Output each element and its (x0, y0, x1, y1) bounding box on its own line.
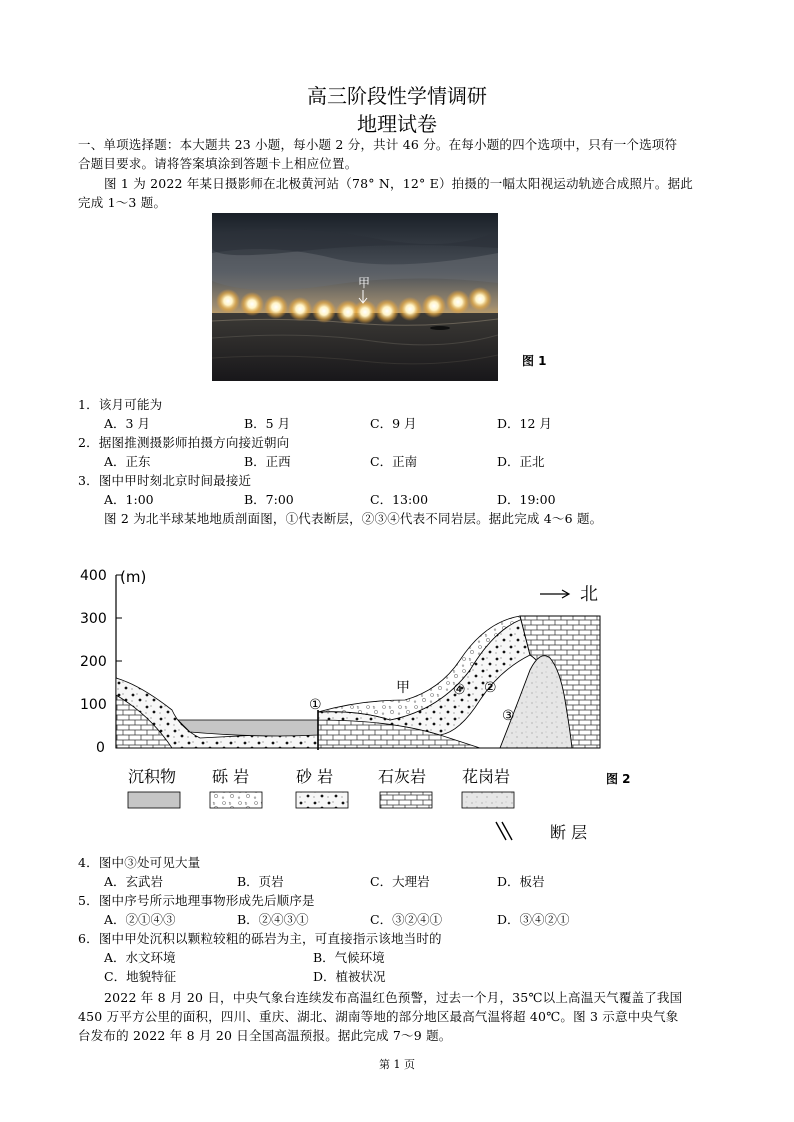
question-1-stem: 1．该月可能为 (78, 397, 163, 412)
marker-2: ② (484, 680, 497, 696)
question-6-option-d: D．植被状况 (313, 969, 386, 984)
question-4-option-d: D．板岩 (497, 874, 545, 889)
legend-swatch-fault (496, 822, 512, 840)
question-2-stem: 2．据图推测摄影师拍摄方向接近朝向 (78, 435, 290, 450)
y-tick-200: 200 (80, 654, 107, 670)
question-2-option-d: D．正北 (497, 454, 545, 469)
y-tick-400: 400 (80, 568, 107, 584)
page-number: 第 1 页 (379, 1058, 415, 1071)
y-tick-100: 100 (80, 697, 107, 713)
question-3-option-c: C．13:00 (370, 492, 429, 507)
intro1-line1: 图 1 为 2022 年某日摄影师在北极黄河站（78° N，12° E）拍摄的一幅太阳视运动轨迹合成照片。据此 (104, 176, 693, 191)
legend-label-conglomerate: 砾 岩 (212, 767, 250, 786)
question-5-stem: 5．图中序号所示地理事物形成先后顺序是 (78, 893, 315, 908)
question-3-option-d: D．19:00 (497, 492, 556, 507)
question-4-option-c: C．大理岩 (370, 874, 430, 889)
question-1-option-c: C．9 月 (370, 416, 417, 431)
legend-label-sandstone: 砂 岩 (296, 767, 334, 786)
marker-1: ① (309, 697, 322, 713)
question-1-option-a: A．3 月 (104, 416, 150, 431)
intro3-line2: 450 万平方公里的面积，四川、重庆、湖北、湖南等地的部分地区最高气温将超 40℃。图 3 示意中央气象 (78, 1009, 679, 1024)
marker-3: ③ (502, 708, 515, 724)
legend-swatch-sandstone (296, 792, 348, 808)
question-5-option-c: C．③②④① (370, 912, 443, 927)
question-6-option-b: B．气候环境 (313, 950, 385, 965)
question-6-option-a: A．水文环境 (104, 950, 176, 965)
intro3-line3: 台发布的 2022 年 8 月 20 日全国高温预报。据此完成 7～9 题。 (78, 1028, 452, 1043)
marker-jia: 甲 (396, 680, 410, 696)
legend-swatch-sediment (128, 792, 180, 808)
question-5-option-d: D．③④②① (497, 912, 570, 927)
legend-label-granite: 花岗岩 (462, 767, 511, 786)
question-1-option-b: B．5 月 (244, 416, 291, 431)
question-3-option-b: B．7:00 (244, 492, 294, 507)
intro1-line2: 完成 1～3 题。 (78, 195, 167, 210)
question-2-option-c: C．正南 (370, 454, 418, 469)
question-4-option-a: A．玄武岩 (104, 874, 164, 889)
marker-4: ④ (453, 682, 466, 698)
intro3-line1: 2022 年 8 月 20 日，中央气象台连续发布高温红色预警，过去一个月，35℃以上高温天气覆盖了我国 (104, 990, 683, 1005)
legend-label-fault: 断 层 (550, 823, 588, 842)
question-3-option-a: A．1:00 (104, 492, 154, 507)
y-axis-unit: (m) (120, 568, 147, 586)
question-5-option-a: A．②①④③ (104, 912, 176, 927)
page-title: 高三阶段性学情调研 (307, 84, 487, 108)
north-label: 北 (580, 584, 598, 605)
figure2-label: 图 2 (606, 772, 631, 786)
figure1-photo (212, 213, 498, 381)
legend-swatch-limestone (380, 792, 432, 808)
legend-swatch-conglomerate (210, 792, 262, 808)
legend-swatch-granite (462, 792, 514, 808)
legend-label-limestone: 石灰岩 (378, 767, 427, 786)
figure1-marker-jia: 甲 (358, 276, 371, 290)
question-6-option-c: C．地貌特征 (104, 969, 177, 984)
section-instruction-line2: 合题目要求。请将答案填涂到答题卡上相应位置。 (78, 156, 358, 171)
question-2-option-a: A．正东 (104, 454, 151, 469)
question-2-option-b: B．正西 (244, 454, 291, 469)
question-1-option-d: D．12 月 (497, 416, 552, 431)
question-4-stem: 4．图中③处可见大量 (78, 855, 201, 870)
y-tick-300: 300 (80, 611, 107, 627)
question-5-option-b: B．②④③① (237, 912, 309, 927)
figure2-cross-section (60, 560, 640, 850)
question-3-stem: 3．图中甲时刻北京时间最接近 (78, 473, 252, 488)
figure1-label: 图 1 (522, 354, 547, 368)
section-instruction-line1: 一、单项选择题：本大题共 23 小题，每小题 2 分，共计 46 分。在每小题的四个选项中，只有一个选项符 (78, 137, 678, 152)
legend-label-sediment: 沉积物 (128, 767, 177, 786)
question-6-stem: 6．图中甲处沉积以颗粒较粗的砾岩为主，可直接指示该地当时的 (78, 931, 442, 946)
page-subtitle: 地理试卷 (357, 112, 437, 136)
question-4-option-b: B．页岩 (237, 874, 284, 889)
y-tick-0: 0 (96, 740, 105, 756)
intro2-text: 图 2 为北半球某地地质剖面图，①代表断层，②③④代表不同岩层。据此完成 4～6 题。 (104, 511, 603, 526)
